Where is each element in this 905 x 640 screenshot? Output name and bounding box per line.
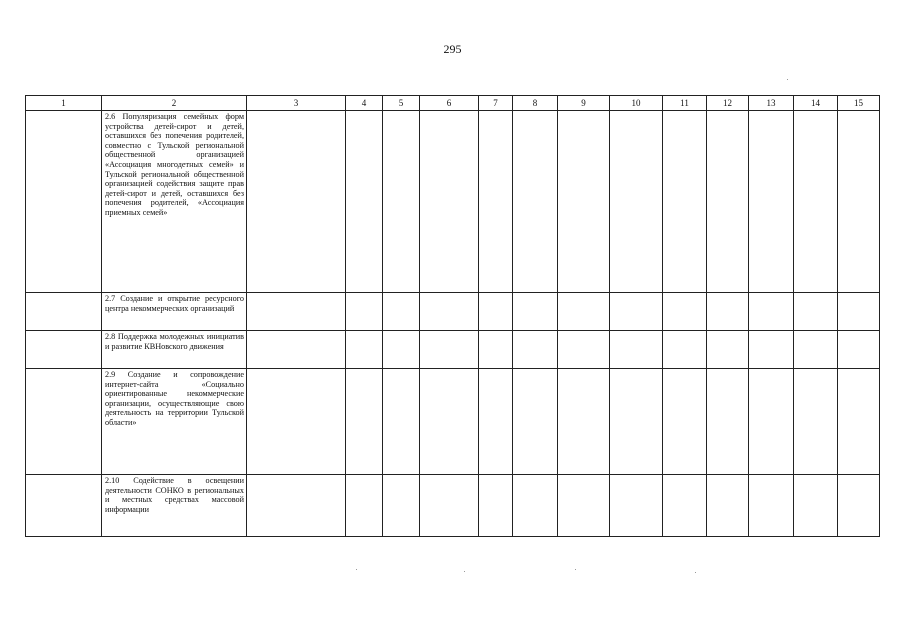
header-row xyxy=(26,96,880,111)
column-header: 15 xyxy=(838,96,880,111)
row-description-text: 2.7 Создание и открытие ресурсного центра некоммерческих организаций xyxy=(105,294,244,313)
scan-speck xyxy=(787,79,788,80)
table-row xyxy=(26,293,880,331)
row-description-text: 2.8 Поддержка молодежных инициатив и развитие КВНовского движения xyxy=(105,332,244,351)
column-header: 13 xyxy=(749,96,794,111)
scan-speck xyxy=(575,569,576,570)
column-header: 4 xyxy=(346,96,383,111)
row-description-text: 2.6 Популяризация семейных форм устройства детей-сирот и детей, оставшихся без попечения родителей, совместно с Тульской региональной общественной организацией «Ассоциация многодетных семей» и Тульской региональной общественной организацией содействия защите прав детей-сирот и детей, оставшихся без попечения родителей, «Ассоциация приемных семей» xyxy=(105,112,244,217)
report-table xyxy=(25,95,880,537)
scan-speck xyxy=(695,572,696,573)
column-header: 7 xyxy=(479,96,513,111)
column-header: 12 xyxy=(707,96,749,111)
column-header: 2 xyxy=(102,96,247,111)
row-description-text: 2.9 Создание и сопровождение интернет-сайта «Социально ориентированные некоммерческие организации, осуществляющие свою деятельность на территории Тульской области» xyxy=(105,370,244,427)
column-header: 14 xyxy=(794,96,838,111)
page-number: 295 xyxy=(443,42,462,56)
row-description xyxy=(102,111,247,293)
row-description xyxy=(102,475,247,537)
row-description xyxy=(102,369,247,475)
table-row xyxy=(26,331,880,369)
scan-speck xyxy=(356,569,357,570)
scan-speck xyxy=(464,571,465,572)
table-row xyxy=(26,475,880,537)
table-row xyxy=(26,369,880,475)
column-header: 11 xyxy=(663,96,707,111)
column-header: 10 xyxy=(610,96,663,111)
row-description-text: 2.10 Содействие в освещении деятельности СОНКО в региональных и местных средствах массовой информации xyxy=(105,476,244,514)
column-header: 6 xyxy=(420,96,479,111)
column-header: 3 xyxy=(247,96,346,111)
column-header: 9 xyxy=(558,96,610,111)
column-header: 5 xyxy=(383,96,420,111)
column-header: 1 xyxy=(26,96,102,111)
column-header: 8 xyxy=(513,96,558,111)
row-description xyxy=(102,331,247,369)
table-row xyxy=(26,111,880,293)
row-description xyxy=(102,293,247,331)
